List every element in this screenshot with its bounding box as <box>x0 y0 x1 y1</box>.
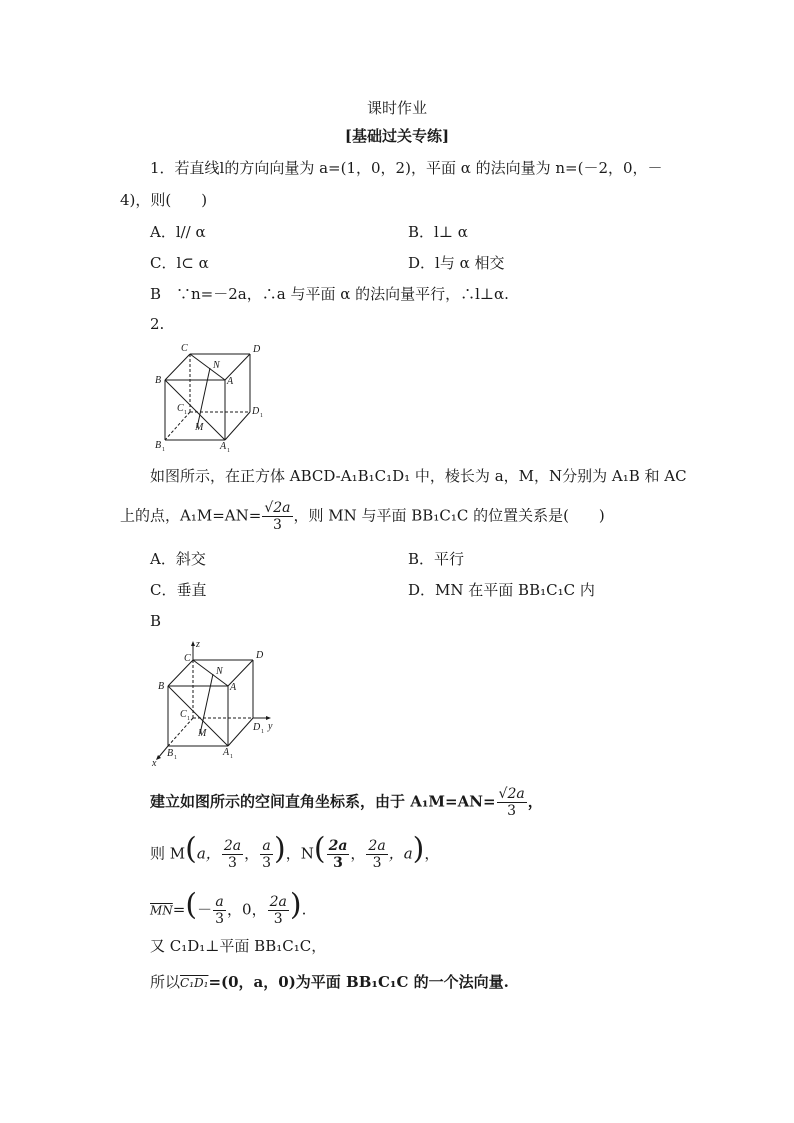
cube-figure-2 <box>150 638 280 768</box>
q1-option-c: C．l⊂ α <box>150 254 209 272</box>
label-c: C <box>181 343 188 354</box>
solution-line2: 则 M(a， $\frac{2a}{3}$ ， $\frac{a}{3}$ )，N( $\frac{2a}{3}$ ， $\frac{2a}{3}$ ，a)， <box>150 831 440 871</box>
q2-answer: B <box>150 612 162 630</box>
svg-text:1: 1 <box>227 448 230 454</box>
svg-text:1: 1 <box>261 729 264 735</box>
axis-label-z: z <box>196 639 200 650</box>
solution-line1: 建立如图所示的空间直角坐标系，由于 A₁M=AN= $\frac{√2a}{3}$ ， <box>150 786 543 819</box>
svg-text:D: D <box>256 650 264 661</box>
section-heading: [基础过关专练] <box>344 127 450 145</box>
q2-option-d: D．MN 在平面 BB₁C₁C 内 <box>408 581 595 599</box>
q1-stem-line2: 4)，则( ) <box>120 191 208 209</box>
axis-label-y: y <box>268 721 273 732</box>
svg-text:A: A <box>230 682 237 693</box>
hidden-edge-c1b1 <box>165 412 190 440</box>
cube-figure-1 <box>150 340 270 455</box>
svg-text:1: 1 <box>184 410 187 416</box>
label-c1: C <box>177 403 184 414</box>
page-title: 课时作业 <box>366 99 427 117</box>
q2-stem-line1: 如图所示，在正方体 ABCD-A₁B₁C₁D₁ 中，棱长为 a，M，N分别为 A₁B 和 AC <box>150 467 687 485</box>
svg-text:1: 1 <box>260 413 263 419</box>
q1-option-a: A．l// α <box>150 223 206 241</box>
diag-ca <box>190 354 225 380</box>
edge-a1d1 <box>225 412 250 440</box>
q2-stem-line2: 上的点，A₁M=AN= $\frac{√2a}{3}$ ，则 MN 与平面 BB₁C₁C 的位置关系是( ) <box>120 500 605 533</box>
label-a: A <box>227 376 234 387</box>
svg-text:1: 1 <box>230 754 233 760</box>
q1-answer: B ∵n=－2a，∴a 与平面 α 的法向量平行，∴l⊥α. <box>150 285 509 303</box>
svg-text:1: 1 <box>187 716 190 722</box>
svg-text:A: A <box>223 747 230 758</box>
svg-text:B: B <box>167 748 174 759</box>
label-b1: B <box>155 440 162 451</box>
svg-text:N: N <box>216 666 223 677</box>
svg-text:M: M <box>198 728 207 739</box>
solution-line4: 又 C₁D₁⊥平面 BB₁C₁C， <box>150 937 327 955</box>
svg-text:1: 1 <box>174 755 177 761</box>
q2-option-b: B．平行 <box>408 550 465 568</box>
svg-text:B: B <box>158 681 165 692</box>
q2-option-c: C．垂直 <box>150 581 207 599</box>
q1-stem-line1: 1．若直线l的方向向量为 a=(1，0，2)，平面 α 的法向量为 n=(－2，0，－ <box>150 159 663 177</box>
label-m: M <box>195 422 204 433</box>
q1-option-d: D．l与 α 相交 <box>408 254 505 272</box>
q1-option-b: B．l⊥ α <box>408 223 468 241</box>
label-b: B <box>155 375 162 386</box>
solution-line3: $\overline{MN}=(-$ $\frac{a}{3}$ ，0， $\frac{2a}{3}$ ). <box>150 887 307 927</box>
edge-bc <box>165 354 190 380</box>
svg-text:C: C <box>184 653 191 664</box>
svg-text:C: C <box>180 709 187 720</box>
label-d1: D <box>252 406 260 417</box>
label-d: D <box>253 344 261 355</box>
svg-text:1: 1 <box>162 447 165 453</box>
solution-line5: 所以C₁D₁=(0，a，0)为平面 BB₁C₁C 的一个法向量. <box>150 973 509 991</box>
label-n: N <box>213 360 220 371</box>
label-a1: A <box>220 441 227 452</box>
q2-option-a: A．斜交 <box>150 550 206 568</box>
axis-label-x: x <box>152 758 157 768</box>
svg-text:D: D <box>253 722 261 733</box>
q2-number: 2. <box>150 315 165 333</box>
